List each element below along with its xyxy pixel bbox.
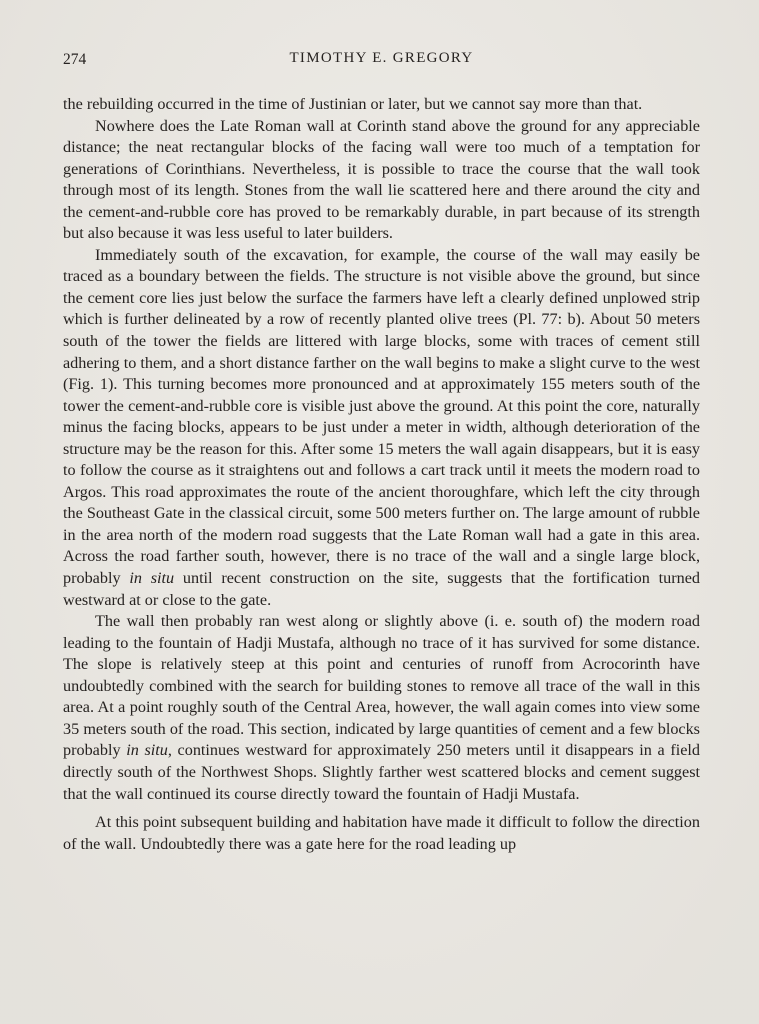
page-body: [63, 94, 700, 855]
text-run: At this point subsequent building and habitation have made it difficult to follow the direction of the wall. Undoubtedly there was a gate here for the road leading up: [63, 813, 700, 853]
text-run: The wall then probably ran west along or slightly above (i. e. south of) the modern road leading to the fountain of Hadji Mustafa, although no trace of it has survived for some distance. The slope is relatively steep at this point and centuries of runoff from Acrocorinth have undoubtedly combined with the search for building stones to remove all trace of the wall in this area. At a point roughly south of the Central Area, however, the wall again comes into view some 35 meters south of the road. This section, indicated by large quantities of cement and a few blocks probably: [63, 612, 700, 760]
paragraph: [63, 812, 700, 855]
paragraph: [63, 245, 700, 611]
running-head: TIMOTHY E. GREGORY: [289, 50, 474, 66]
paragraph-continuation: [63, 94, 700, 116]
page-number: 274: [63, 51, 87, 68]
text-run: until recent construction on the site, suggests that the fortification turned westward at or close to the gate.: [63, 569, 700, 609]
paragraph: [63, 116, 700, 245]
paragraph: [63, 611, 700, 805]
text-run: Nowhere does the Late Roman wall at Corinth stand above the ground for any appreciable distance; the neat rectangular blocks of the facing wall were too much of a temptation for generations of Corinthians. Nevertheless, it is possible to trace the course that the wall took through most of its length. Stones from the wall lie scattered here and there around the city and the cement-and-rubble core has proved to be remarkably durable, in part because of its strength but also because it was less useful to later builders.: [63, 116, 700, 243]
text-run: , continues westward for approximately 250 meters until it disappears in a field directly south of the Northwest Shops. Slightly farther west scattered blocks and cement suggest that the wall continued its course directly toward the fountain of Hadji Mustafa.: [63, 741, 701, 803]
text-run: the rebuilding occurred in the time of Justinian or later, but we cannot say more than that.: [63, 95, 643, 113]
text-run-italic: in situ: [129, 569, 175, 588]
text-run-italic: in situ: [126, 741, 168, 760]
text-run: Immediately south of the excavation, for example, the course of the wall may easily be traced as a boundary between the fields. The structure is not visible above the ground, but since the cement core lies just below the surface the farmers have left a clearly defined unplowed strip which is further delineated by a row of recently planted olive trees (Pl. 77: b). About 50 meters south of the tower the fields are littered with large blocks, some with traces of cement still adhering to them, and a short distance farther on the wall begins to make a slight curve to the west (Fig. 1). This turning becomes more pronounced and at approximately 155 meters south of the tower the cement-and-rubble core is visible just above the ground. At this point the core, naturally minus the facing blocks, appears to be just under a meter in width, although deterioration of the structure may be the reason for this. After some 15 meters the wall again disappears, but it is easy to follow the course as it straightens out and follows a cart track until it meets the modern road to Argos. This road approximates the route of the ancient thoroughfare, which left the city through the Southeast Gate in the classical circuit, some 500 meters further on. The large amount of rubble in the area north of the modern road suggests that the Late Roman wall had a gate in this area. Across the road farther south, however, there is no trace of the wall and a single large block, probably: [63, 245, 700, 588]
page-header: [63, 50, 700, 70]
